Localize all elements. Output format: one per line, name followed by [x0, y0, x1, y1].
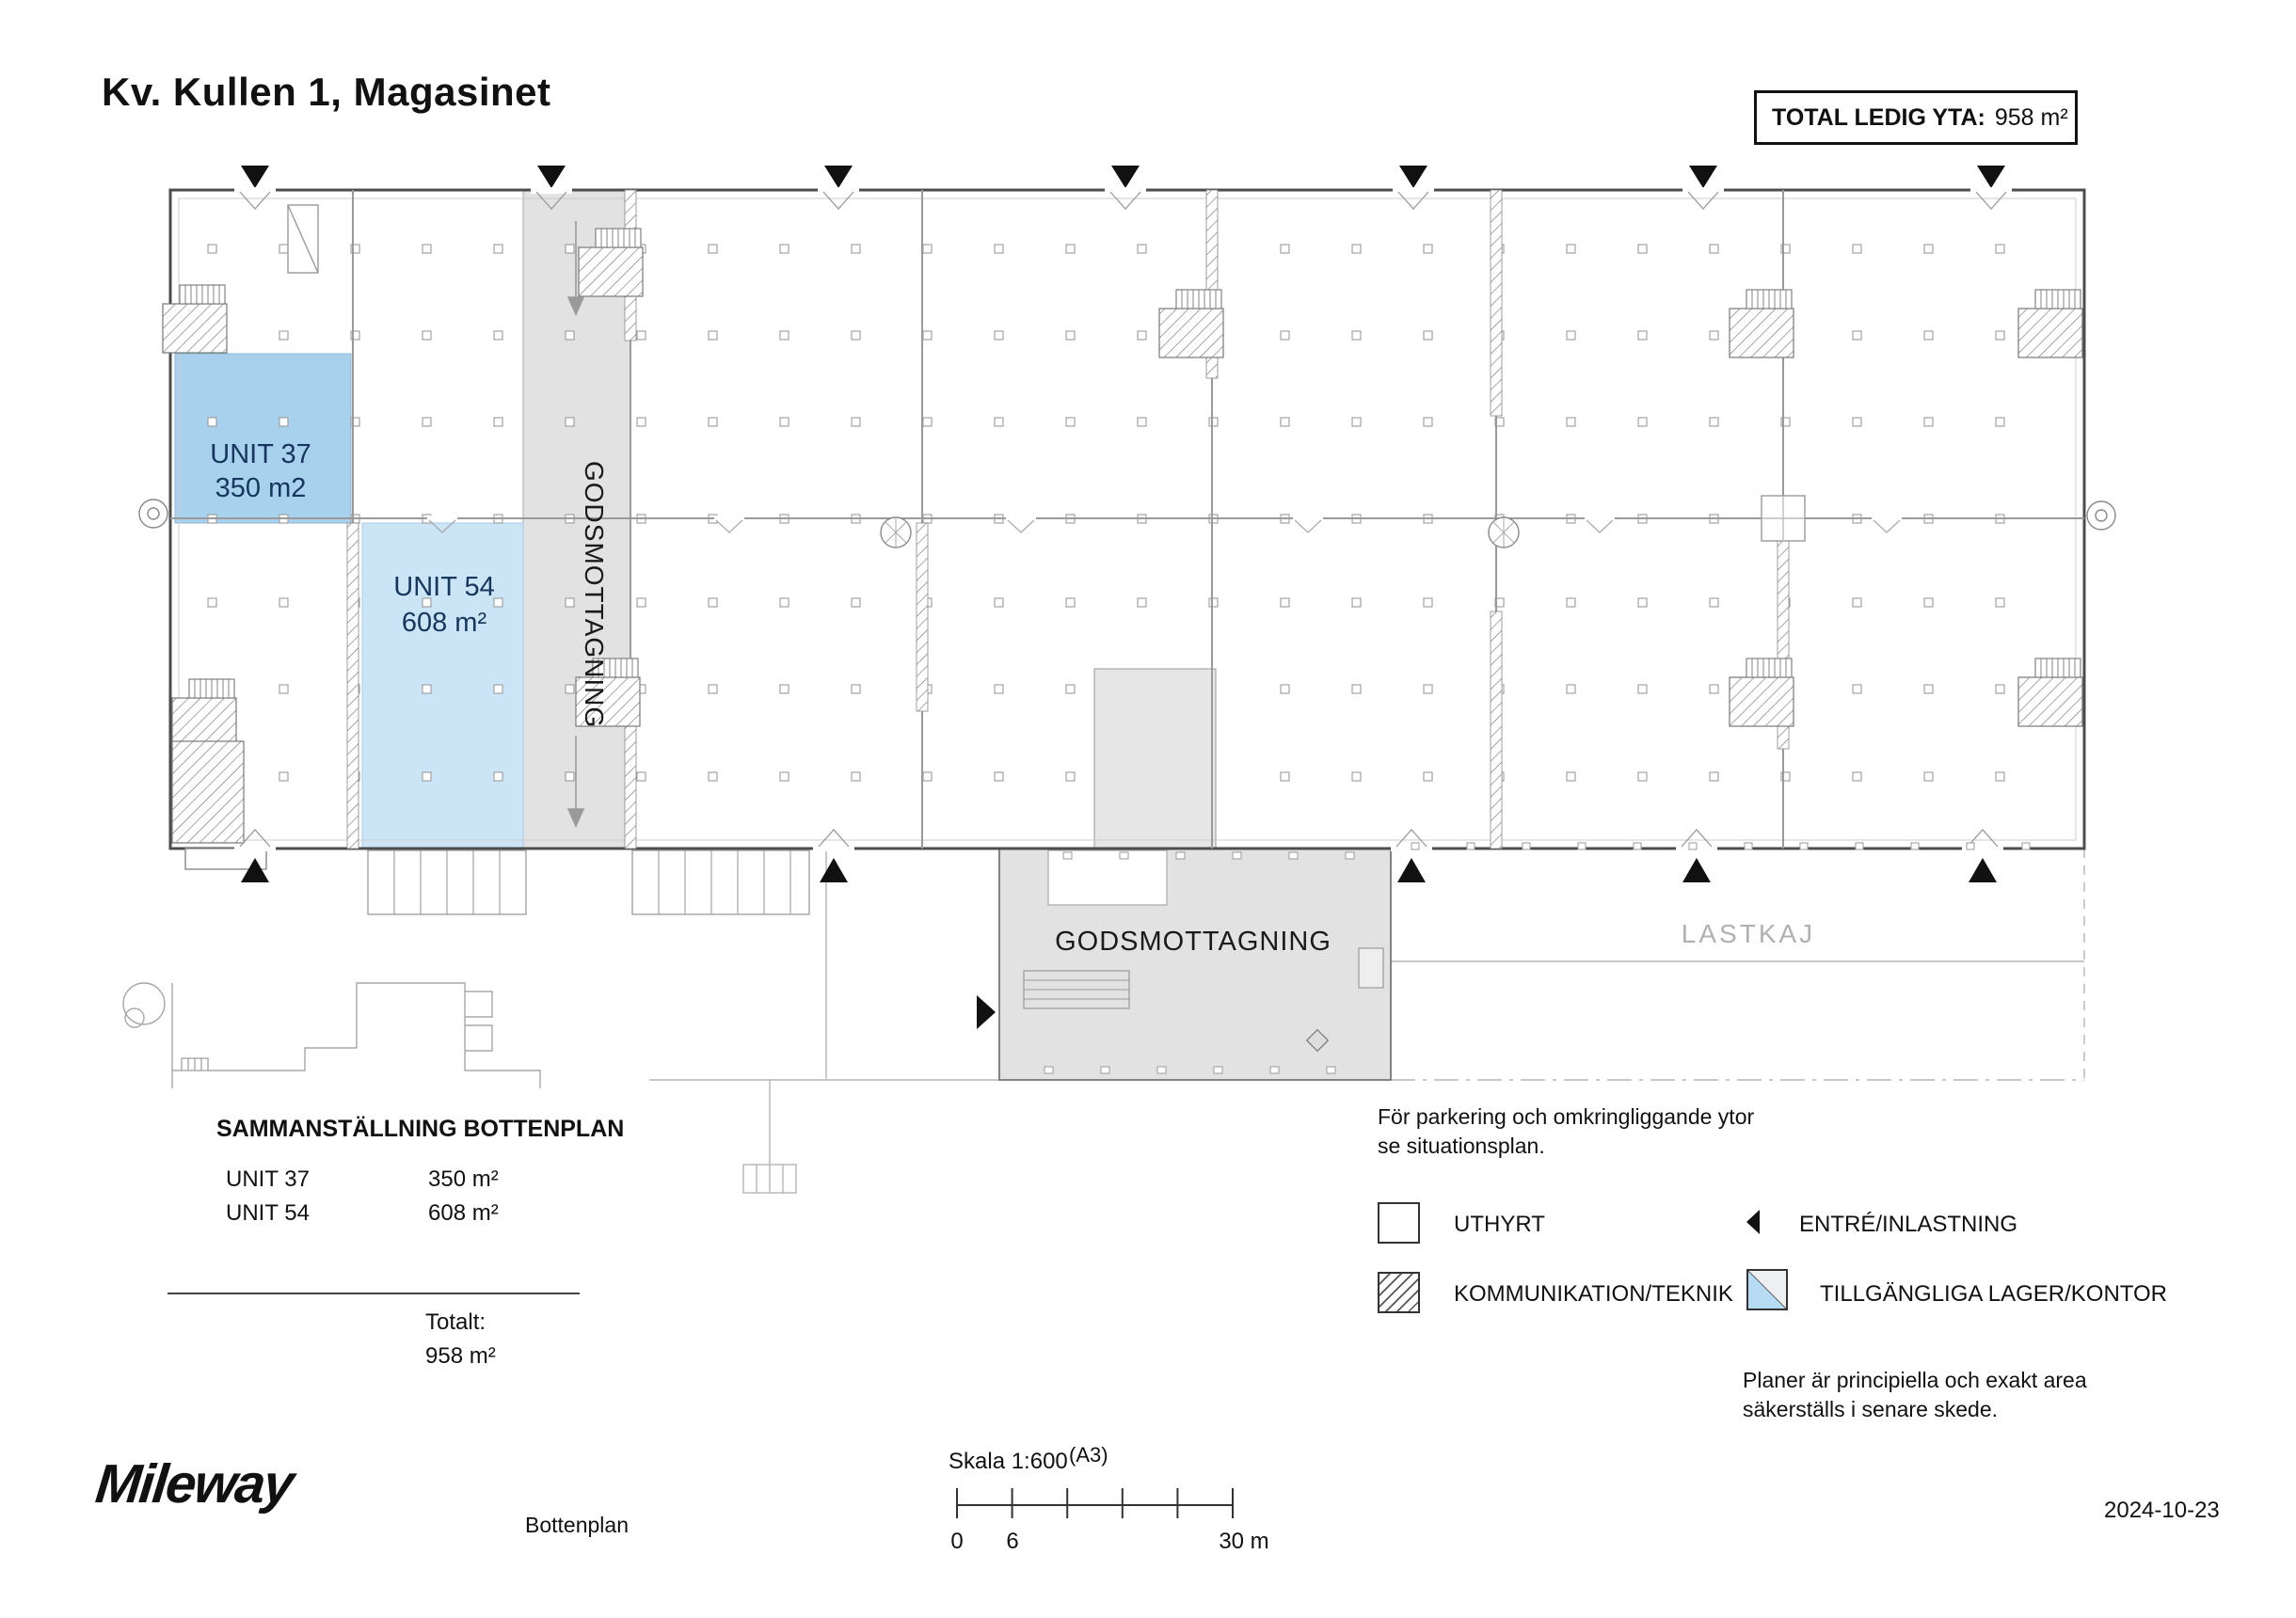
column-marker: [709, 685, 717, 693]
entrance-triangle-icon: [1969, 858, 1997, 882]
column-marker: [494, 598, 502, 607]
column-marker: [1710, 418, 1718, 426]
dock-bumper: [1467, 843, 1475, 849]
entrance-triangle-icon: [1111, 166, 1140, 188]
entrance-triangle-icon: [241, 166, 269, 188]
column-marker: [1710, 685, 1718, 693]
dock-bumper: [1063, 852, 1072, 859]
door-opening: [1006, 516, 1036, 521]
column-marker: [208, 598, 216, 607]
entrance-triangle-icon: [537, 166, 566, 188]
technical-room: [2018, 309, 2082, 357]
column-marker: [1853, 685, 1861, 693]
column-marker: [1281, 331, 1289, 340]
column-marker: [1138, 245, 1146, 253]
column-marker: [709, 331, 717, 340]
column-marker: [494, 245, 502, 253]
technical-room: [1730, 309, 1794, 357]
column-marker: [995, 685, 1003, 693]
entrance-triangle-icon: [824, 166, 853, 188]
column-marker: [1853, 772, 1861, 781]
column-marker: [1638, 598, 1647, 607]
column-marker: [1281, 245, 1289, 253]
legend-entre-arrow-icon: [1746, 1210, 1762, 1239]
column-marker: [423, 331, 431, 340]
column-marker: [709, 598, 717, 607]
page-title: Kv. Kullen 1, Magasinet: [102, 70, 551, 114]
door-swing: [1976, 192, 2006, 209]
summary-row-unit: UNIT 54: [226, 1200, 310, 1226]
door-swing: [1008, 520, 1034, 532]
column-marker: [1924, 418, 1933, 426]
scale-tick-0: 0: [950, 1529, 964, 1554]
receiving-area: [999, 849, 1391, 1080]
scale-tick-30: 30 m: [1219, 1529, 1269, 1554]
door-swing: [240, 192, 270, 209]
column-marker: [852, 245, 860, 253]
dock-bumper: [1233, 852, 1241, 859]
scale-label: Skala 1:600: [949, 1449, 1068, 1474]
column-marker: [566, 685, 574, 693]
column-marker: [1352, 772, 1361, 781]
column-marker: [1567, 331, 1575, 340]
column-marker: [566, 772, 574, 781]
column-marker: [709, 418, 717, 426]
dock-bumper: [1101, 1067, 1109, 1073]
service-block-zone: [1094, 669, 1216, 849]
loading-dock-label: LASTKAJ: [1681, 919, 1816, 948]
column-marker: [1924, 772, 1933, 781]
column-marker: [1352, 598, 1361, 607]
column-marker: [1424, 245, 1432, 253]
column-marker: [780, 598, 789, 607]
dock-bumper: [1800, 843, 1808, 849]
legend-kommunikation-label: KOMMUNIKATION/TEKNIK: [1454, 1281, 1733, 1307]
column-marker: [1352, 418, 1361, 426]
column-marker: [1281, 772, 1289, 781]
unit-54-label: UNIT 54: [393, 572, 495, 602]
column-marker: [1996, 245, 2004, 253]
column-marker: [1066, 598, 1075, 607]
neighbor-building-outline: [123, 983, 540, 1088]
total-area-box: [1754, 90, 2078, 145]
door-swing: [823, 192, 853, 209]
summary-total-label: Totalt:: [425, 1309, 486, 1335]
door-opening: [714, 516, 744, 521]
column-marker: [1281, 418, 1289, 426]
column-marker: [1138, 598, 1146, 607]
column-marker: [566, 331, 574, 340]
technical-room: [579, 247, 643, 296]
column-marker: [1638, 685, 1647, 693]
dock-bumper: [2022, 843, 2030, 849]
column-marker: [1924, 598, 1933, 607]
parking-note: För parkering och omkringliggande ytor se situationsplan.: [1378, 1104, 1755, 1158]
dock-bumper: [1578, 843, 1586, 849]
entrance-arrow-icon: [977, 995, 996, 1029]
dock-bumper: [1120, 852, 1128, 859]
column-marker: [1066, 685, 1075, 693]
drawing-name: Bottenplan: [525, 1513, 629, 1537]
column-marker: [279, 331, 288, 340]
dock-bumper: [1044, 1067, 1053, 1073]
column-marker: [1710, 772, 1718, 781]
column-marker: [1996, 418, 2004, 426]
column-marker: [1924, 685, 1933, 693]
column-marker: [1209, 598, 1218, 607]
column-marker: [1853, 598, 1861, 607]
column-marker: [566, 418, 574, 426]
column-marker: [1424, 598, 1432, 607]
column-marker: [1996, 685, 2004, 693]
door-swing: [240, 830, 270, 847]
column-marker: [494, 331, 502, 340]
corridor-label: GODSMOTTAGNING: [580, 461, 609, 729]
entrance-triangle-icon: [820, 858, 848, 882]
column-marker: [780, 331, 789, 340]
legend-tillgangliga-swatch: [1746, 1269, 1788, 1310]
disclaimer-note: Planer är principiella och exakt area säkerställs i senare skede.: [1743, 1368, 2087, 1421]
column-marker: [923, 772, 932, 781]
column-marker: [1066, 418, 1075, 426]
technical-room: [172, 698, 236, 747]
fan-icon: [148, 508, 159, 519]
column-marker: [1281, 685, 1289, 693]
column-marker: [1638, 331, 1647, 340]
fan-icon: [2096, 510, 2107, 521]
dock-bumper: [1157, 1067, 1166, 1073]
mileway-logo: Mileway: [92, 1453, 295, 1515]
column-marker: [1138, 418, 1146, 426]
dock-bumper: [1689, 843, 1697, 849]
paper-size-label: (A3): [1069, 1443, 1108, 1467]
technical-room-large: [172, 741, 244, 843]
dock-bumper: [1634, 843, 1641, 849]
column-marker: [1853, 418, 1861, 426]
column-marker: [923, 245, 932, 253]
column-marker: [995, 331, 1003, 340]
column-marker: [566, 245, 574, 253]
door-swing: [716, 520, 742, 532]
column-marker: [852, 418, 860, 426]
door-opening: [427, 516, 457, 521]
summary-row-unit: UNIT 37: [226, 1166, 310, 1192]
column-marker: [279, 598, 288, 607]
dock-bumper: [1176, 852, 1185, 859]
unit-37-label: UNIT 37: [210, 439, 311, 469]
column-marker: [637, 598, 646, 607]
scale-bar: [957, 1488, 1233, 1518]
door-swing: [819, 830, 849, 847]
column-marker: [709, 772, 717, 781]
column-marker: [208, 245, 216, 253]
dock-bumper: [1327, 1067, 1335, 1073]
column-marker: [1710, 245, 1718, 253]
column-marker: [279, 418, 288, 426]
column-marker: [1424, 772, 1432, 781]
column-marker: [1853, 331, 1861, 340]
column-marker: [1638, 772, 1647, 781]
entrance-triangle-icon: [1399, 166, 1427, 188]
column-marker: [1638, 418, 1647, 426]
dock-bumper: [1289, 852, 1298, 859]
dock-bumper: [1856, 843, 1863, 849]
column-marker: [637, 418, 646, 426]
column-marker: [1996, 331, 2004, 340]
total-area-value: 958 m²: [1994, 103, 2068, 131]
column-marker: [494, 685, 502, 693]
column-marker: [423, 772, 431, 781]
dock-bumper: [1411, 843, 1419, 849]
column-marker: [1209, 418, 1218, 426]
column-marker: [1066, 331, 1075, 340]
column-marker: [423, 685, 431, 693]
column-marker: [1352, 685, 1361, 693]
column-marker: [995, 772, 1003, 781]
technical-room: [163, 304, 227, 353]
column-marker: [494, 772, 502, 781]
column-marker: [780, 772, 789, 781]
column-marker: [637, 772, 646, 781]
technical-room: [1730, 677, 1794, 726]
column-marker: [1567, 598, 1575, 607]
column-marker: [1567, 418, 1575, 426]
column-marker: [423, 245, 431, 253]
column-marker: [995, 598, 1003, 607]
column-marker: [1066, 245, 1075, 253]
dock-bumper: [1911, 843, 1919, 849]
column-marker: [709, 245, 717, 253]
legend-uthyrt-label: UTHYRT: [1454, 1212, 1545, 1237]
column-marker: [1352, 245, 1361, 253]
column-marker: [1567, 245, 1575, 253]
column-marker: [1638, 245, 1647, 253]
dock-bumper: [1523, 843, 1530, 849]
column-marker: [423, 418, 431, 426]
door-opening: [1585, 516, 1615, 521]
column-marker: [995, 418, 1003, 426]
date-label: 2024-10-23: [2104, 1498, 2220, 1523]
column-marker: [923, 331, 932, 340]
summary-heading: SAMMANSTÄLLNING BOTTENPLAN: [216, 1116, 625, 1142]
column-marker: [566, 598, 574, 607]
summary-row-area: 350 m²: [428, 1166, 499, 1192]
door-opening: [1872, 516, 1902, 521]
unit-54-area-label: 608 m²: [401, 608, 487, 638]
column-marker: [1424, 331, 1432, 340]
column-marker: [852, 685, 860, 693]
legend-tillgangliga-label: TILLGÄNGLIGA LAGER/KONTOR: [1820, 1281, 2167, 1307]
door-swing: [1295, 520, 1321, 532]
unit-37-area-label: 350 m2: [215, 473, 307, 503]
column-marker: [1567, 685, 1575, 693]
column-marker: [1352, 331, 1361, 340]
receiving-label: GODSMOTTAGNING: [1055, 927, 1331, 957]
dock-bumper: [1270, 1067, 1279, 1073]
column-marker: [1424, 418, 1432, 426]
entrance-triangle-icon: [1397, 858, 1426, 882]
column-marker: [279, 685, 288, 693]
column-marker: [1138, 331, 1146, 340]
summary-total-value: 958 m²: [425, 1343, 496, 1369]
column-marker: [1710, 598, 1718, 607]
door-swing: [1688, 192, 1718, 209]
column-marker: [852, 772, 860, 781]
column-marker: [1066, 772, 1075, 781]
entrance-triangle-icon: [1682, 858, 1711, 882]
dock-bumper: [1745, 843, 1752, 849]
column-marker: [852, 598, 860, 607]
column-marker: [494, 418, 502, 426]
entrance-triangle-icon: [1977, 166, 2005, 188]
technical-room: [2018, 677, 2082, 726]
column-marker: [1710, 331, 1718, 340]
legend-kommunikation-swatch: [1378, 1272, 1420, 1313]
column-marker: [923, 418, 932, 426]
column-marker: [1996, 772, 2004, 781]
total-area-label: TOTAL LEDIG YTA:: [1772, 103, 1985, 131]
legend-uthyrt-swatch: [1378, 1202, 1420, 1244]
column-marker: [780, 685, 789, 693]
summary-row-area: 608 m²: [428, 1200, 499, 1226]
door-opening: [1293, 516, 1323, 521]
column-marker: [1281, 598, 1289, 607]
technical-room: [1159, 309, 1223, 357]
scale-tick-6: 6: [1006, 1529, 1019, 1554]
entrance-triangle-icon: [1689, 166, 1717, 188]
column-marker: [1424, 685, 1432, 693]
column-marker: [1924, 331, 1933, 340]
column-marker: [995, 245, 1003, 253]
summary-divider: [167, 1293, 580, 1294]
column-marker: [780, 418, 789, 426]
door-swing: [1873, 520, 1900, 532]
door-swing: [1586, 520, 1613, 532]
dock-bumper: [1346, 852, 1354, 859]
door-swing: [1110, 192, 1140, 209]
column-marker: [1924, 245, 1933, 253]
dock-bumper: [1967, 843, 1974, 849]
column-marker: [279, 245, 288, 253]
legend-entre-label: ENTRÉ/INLASTNING: [1799, 1212, 2018, 1237]
column-marker: [637, 331, 646, 340]
dock-bumper: [1214, 1067, 1222, 1073]
column-marker: [1853, 245, 1861, 253]
column-marker: [1567, 772, 1575, 781]
column-marker: [780, 245, 789, 253]
door-swing: [1398, 192, 1428, 209]
column-marker: [852, 331, 860, 340]
column-marker: [1996, 598, 2004, 607]
column-marker: [208, 418, 216, 426]
column-marker: [279, 772, 288, 781]
